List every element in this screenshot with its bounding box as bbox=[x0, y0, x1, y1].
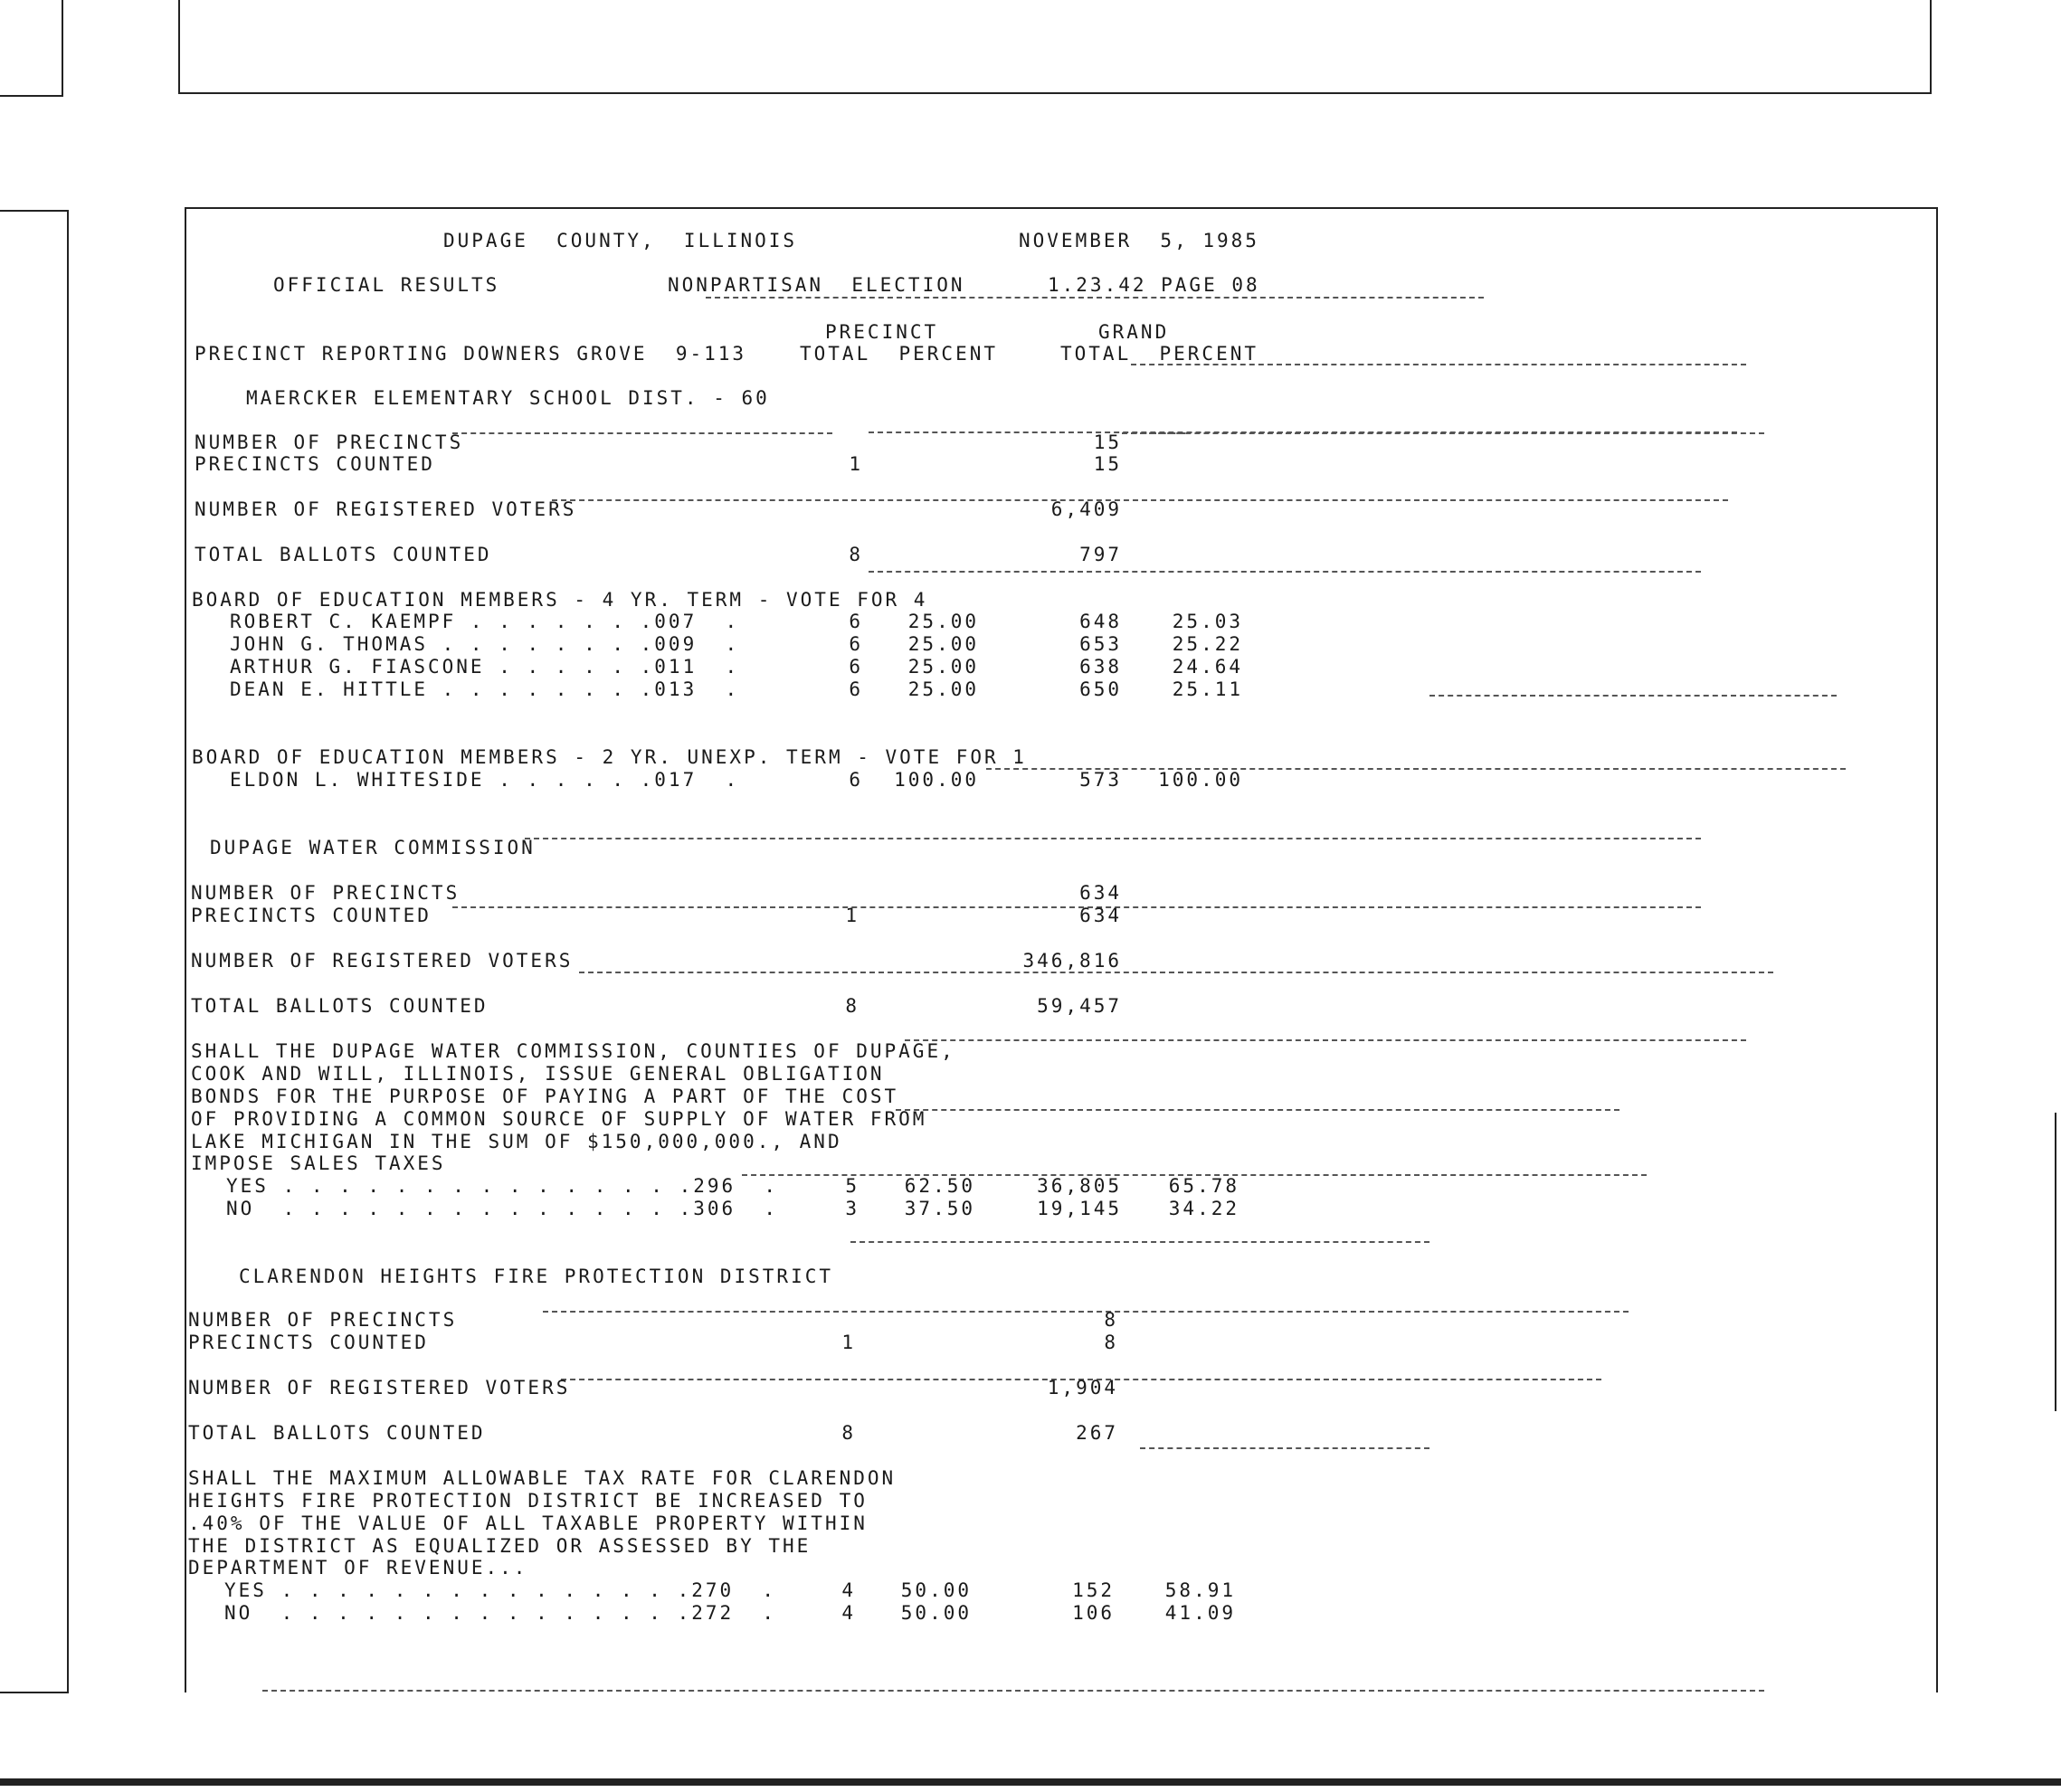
scan-dash bbox=[869, 571, 1701, 573]
grand-percent-value: 65.78 bbox=[1168, 1175, 1239, 1197]
left-margin-line-top bbox=[62, 0, 63, 97]
candidate-name: JOHN G. THOMAS . . . . . . . .009 . bbox=[230, 633, 740, 655]
precinct-total-value: 8 bbox=[849, 544, 863, 565]
precinct-total-value: 6 bbox=[849, 769, 863, 791]
answer-label: NO . . . . . . . . . . . . . . .272 . bbox=[224, 1602, 777, 1624]
precinct-total-value: 6 bbox=[849, 656, 863, 678]
right-edge-artifact bbox=[2055, 1113, 2056, 1411]
row-label: TOTAL BALLOTS COUNTED bbox=[188, 1422, 486, 1444]
question-line: BONDS FOR THE PURPOSE OF PAYING A PART OF THE COST bbox=[191, 1086, 899, 1107]
column-header-precinct: PRECINCT bbox=[825, 321, 939, 343]
row-label: NUMBER OF REGISTERED VOTERS bbox=[188, 1377, 571, 1399]
row-label: NUMBER OF PRECINCTS bbox=[188, 1309, 458, 1331]
grand-percent-value: 25.22 bbox=[1172, 633, 1243, 655]
grand-total-value: 6,409 bbox=[1050, 498, 1122, 520]
official-results-label: OFFICIAL RESULTS bbox=[273, 274, 500, 296]
grand-total-value: 653 bbox=[1079, 633, 1122, 655]
scan-dash bbox=[552, 499, 1728, 501]
question-line: THE DISTRICT AS EQUALIZED OR ASSESSED BY THE bbox=[188, 1535, 812, 1557]
grand-percent-value: 100.00 bbox=[1158, 769, 1243, 791]
precinct-percent-value: 25.00 bbox=[907, 678, 979, 700]
election-type: NONPARTISAN ELECTION bbox=[668, 274, 965, 296]
scan-dash bbox=[452, 432, 832, 434]
answer-label: YES . . . . . . . . . . . . . . .296 . bbox=[226, 1175, 779, 1197]
precinct-total-value: 8 bbox=[845, 995, 860, 1017]
precinct-total-value: 5 bbox=[845, 1175, 860, 1197]
scan-dash bbox=[525, 838, 1701, 839]
election-date: NOVEMBER 5, 1985 bbox=[1019, 230, 1259, 251]
precinct-percent-value: 50.00 bbox=[900, 1602, 972, 1624]
grand-total-value: 573 bbox=[1079, 769, 1122, 791]
grand-total-value: 346,816 bbox=[1022, 950, 1122, 972]
question-line: .40% OF THE VALUE OF ALL TAXABLE PROPERTY WITHIN bbox=[188, 1512, 868, 1534]
precinct-total-value: 6 bbox=[849, 633, 863, 655]
section-title: CLARENDON HEIGHTS FIRE PROTECTION DISTRICT bbox=[239, 1266, 834, 1287]
grand-total-value: 638 bbox=[1079, 656, 1122, 678]
candidate-name: ROBERT C. KAEMPF . . . . . . .007 . bbox=[230, 611, 740, 632]
grand-total-value: 634 bbox=[1079, 882, 1122, 904]
precinct-total-value: 4 bbox=[841, 1579, 856, 1601]
scan-dash bbox=[706, 297, 1484, 299]
left-margin-tick-main-top bbox=[0, 210, 69, 212]
precinct-percent-value: 25.00 bbox=[907, 611, 979, 632]
top-blank-box bbox=[178, 0, 1932, 94]
race-title: BOARD OF EDUCATION MEMBERS - 2 YR. UNEXP. TERM - VOTE FOR 1 bbox=[192, 746, 1027, 768]
scan-dash bbox=[262, 1690, 1764, 1692]
row-label: TOTAL BALLOTS COUNTED bbox=[195, 544, 492, 565]
grand-total-value: 650 bbox=[1079, 678, 1122, 700]
section-title: MAERCKER ELEMENTARY SCHOOL DIST. - 60 bbox=[246, 387, 770, 409]
grand-total-value: 19,145 bbox=[1037, 1198, 1122, 1219]
question-line: DEPARTMENT OF REVENUE... bbox=[188, 1557, 528, 1579]
scan-dash bbox=[905, 1039, 1746, 1041]
bottom-edge-bar bbox=[0, 1778, 2061, 1786]
precinct-total-value: 4 bbox=[841, 1602, 856, 1624]
county-title: DUPAGE COUNTY, ILLINOIS bbox=[443, 230, 798, 251]
scan-dash bbox=[579, 972, 1773, 973]
precinct-total-value: 3 bbox=[845, 1198, 860, 1219]
precinct-percent-value: 37.50 bbox=[904, 1198, 975, 1219]
precinct-total-value: 8 bbox=[841, 1422, 856, 1444]
grand-total-value: 36,805 bbox=[1037, 1175, 1122, 1197]
scan-dash bbox=[1131, 432, 1764, 434]
scan-dash bbox=[1429, 695, 1837, 697]
race-title: BOARD OF EDUCATION MEMBERS - 4 YR. TERM - VOTE FOR 4 bbox=[192, 589, 928, 611]
precinct-percent-value: 25.00 bbox=[907, 633, 979, 655]
grand-percent-value: 41.09 bbox=[1164, 1602, 1236, 1624]
left-margin-tick-top bbox=[0, 95, 63, 97]
question-line: IMPOSE SALES TAXES bbox=[191, 1152, 446, 1174]
row-label: NUMBER OF REGISTERED VOTERS bbox=[191, 950, 574, 972]
question-line: LAKE MICHIGAN IN THE SUM OF $150,000,000., AND bbox=[191, 1131, 842, 1152]
question-line: SHALL THE DUPAGE WATER COMMISSION, COUNTIES OF DUPAGE, bbox=[191, 1040, 955, 1062]
grand-total-value: 634 bbox=[1079, 905, 1122, 926]
row-label: PRECINCTS COUNTED bbox=[188, 1332, 429, 1353]
scan-dash bbox=[850, 1241, 1429, 1243]
scan-dash bbox=[896, 1109, 1619, 1111]
row-label: NUMBER OF PRECINCTS bbox=[195, 431, 464, 453]
page-reference: 1.23.42 PAGE 08 bbox=[1048, 274, 1260, 296]
precinct-total-value: 1 bbox=[849, 453, 863, 475]
row-label: PRECINCTS COUNTED bbox=[195, 453, 435, 475]
column-header-precinct-total-percent: TOTAL PERCENT bbox=[800, 343, 999, 365]
scan-dash bbox=[1140, 1447, 1429, 1449]
grand-total-value: 106 bbox=[1072, 1602, 1115, 1624]
grand-percent-value: 24.64 bbox=[1172, 656, 1243, 678]
left-margin-line-main bbox=[67, 210, 69, 1693]
answer-label: NO . . . . . . . . . . . . . . .306 . bbox=[226, 1198, 779, 1219]
candidate-name: ARTHUR G. FIASCONE . . . . . .011 . bbox=[230, 656, 740, 678]
candidate-name: DEAN E. HITTLE . . . . . . . .013 . bbox=[230, 678, 740, 700]
grand-total-value: 59,457 bbox=[1037, 995, 1122, 1017]
grand-percent-value: 25.03 bbox=[1172, 611, 1243, 632]
row-label: PRECINCTS COUNTED bbox=[191, 905, 432, 926]
column-header-grand-total-percent: TOTAL PERCENT bbox=[1060, 343, 1259, 365]
precinct-percent-value: 25.00 bbox=[907, 656, 979, 678]
left-margin-tick-main-bottom bbox=[0, 1692, 69, 1693]
grand-percent-value: 34.22 bbox=[1168, 1198, 1239, 1219]
grand-total-value: 648 bbox=[1079, 611, 1122, 632]
grand-total-value: 1,904 bbox=[1047, 1377, 1118, 1399]
question-line: COOK AND WILL, ILLINOIS, ISSUE GENERAL OBLIGATION bbox=[191, 1063, 885, 1085]
precinct-total-value: 6 bbox=[849, 678, 863, 700]
column-header-grand: GRAND bbox=[1098, 321, 1170, 343]
grand-total-value: 797 bbox=[1079, 544, 1122, 565]
row-label: TOTAL BALLOTS COUNTED bbox=[191, 995, 489, 1017]
grand-total-value: 15 bbox=[1093, 453, 1122, 475]
row-label: NUMBER OF PRECINCTS bbox=[191, 882, 461, 904]
precinct-total-value: 1 bbox=[841, 1332, 856, 1353]
grand-total-value: 15 bbox=[1093, 431, 1122, 453]
grand-total-value: 152 bbox=[1072, 1579, 1115, 1601]
grand-percent-value: 25.11 bbox=[1172, 678, 1243, 700]
question-line: OF PROVIDING A COMMON SOURCE OF SUPPLY OF WATER FROM bbox=[191, 1108, 927, 1130]
grand-percent-value: 58.91 bbox=[1164, 1579, 1236, 1601]
precinct-percent-value: 50.00 bbox=[900, 1579, 972, 1601]
row-label: NUMBER OF REGISTERED VOTERS bbox=[195, 498, 577, 520]
candidate-name: ELDON L. WHITESIDE . . . . . .017 . bbox=[230, 769, 740, 791]
precinct-total-value: 6 bbox=[849, 611, 863, 632]
section-title: DUPAGE WATER COMMISSION bbox=[210, 837, 536, 858]
precinct-percent-value: 62.50 bbox=[904, 1175, 975, 1197]
precinct-total-value: 1 bbox=[845, 905, 860, 926]
precinct-percent-value: 100.00 bbox=[894, 769, 979, 791]
question-line: HEIGHTS FIRE PROTECTION DISTRICT BE INCREASED TO bbox=[188, 1490, 868, 1512]
grand-total-value: 8 bbox=[1104, 1332, 1118, 1353]
answer-label: YES . . . . . . . . . . . . . . .270 . bbox=[224, 1579, 777, 1601]
precinct-reporting-label: PRECINCT REPORTING DOWNERS GROVE 9-113 bbox=[195, 343, 747, 365]
grand-total-value: 8 bbox=[1104, 1309, 1118, 1331]
question-line: SHALL THE MAXIMUM ALLOWABLE TAX RATE FOR CLARENDON bbox=[188, 1467, 897, 1489]
grand-total-value: 267 bbox=[1076, 1422, 1118, 1444]
